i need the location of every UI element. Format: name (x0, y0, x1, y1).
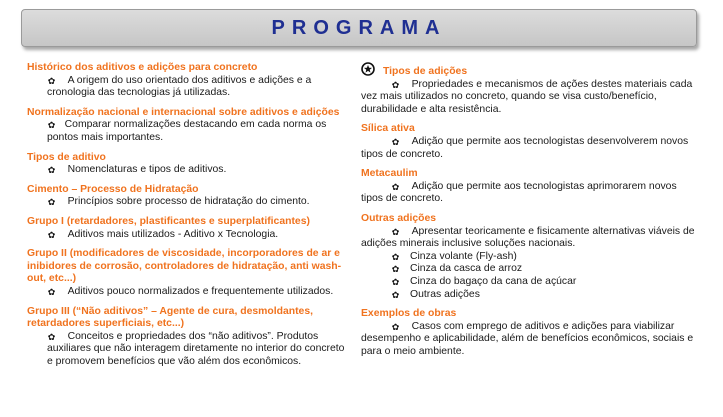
flower-bullet-icon: ✿ (391, 264, 400, 275)
section-grupo-2 (27, 248, 349, 298)
star-bullet-icon (361, 62, 375, 76)
section-heading: Normalização nacional e internacional sobre aditivos e adições (27, 106, 340, 118)
section-heading: Grupo I (retardadores, plastificantes e superplatificantes) (27, 215, 310, 227)
flower-bullet-icon: ✿ (391, 251, 400, 262)
section-heading: Grupo III (“Não aditivos” – Agente de cura, desmoldantes, retardadores superficiais, etc...) (27, 305, 313, 330)
section-heading: Exemplos de obras (361, 308, 457, 320)
section-tipos-adicoes (361, 62, 701, 116)
section-silica-ativa (361, 123, 701, 161)
section-text: Apresentar teoricamente e fisicamente alternativas viáveis de adições minerais inclusive soluções nacionais. (361, 225, 695, 250)
section-outras-adicoes (361, 213, 701, 301)
section-grupo-1 (27, 216, 349, 241)
left-column (27, 62, 349, 375)
section-text: Nomenclaturas e tipos de aditivos. (67, 164, 227, 176)
flower-bullet-icon: ✿ (47, 197, 56, 208)
section-text: Conceitos e propriedades dos “não aditivos”. Produtos auxiliares que não interagem diretamente no interior do concreto e promovem benefícios que vão além dos econômicos. (47, 330, 345, 367)
section-text: Aditivos mais utilizados - Aditivo x Tecnologia. (67, 228, 279, 240)
flower-bullet-icon: ✿ (391, 136, 400, 147)
section-text: Adição que permite aos tecnologistas desenvolverem novos tipos de concreto. (361, 135, 689, 160)
section-heading: Metacaulim (361, 168, 418, 180)
flower-bullet-icon: ✿ (391, 181, 400, 192)
flower-bullet-icon: ✿ (391, 276, 400, 287)
section-normalizacao (27, 107, 349, 145)
section-heading: Grupo II (modificadores de viscosidade, incorporadores de ar e inibidores de corrosão, controladores de hidratação, anti wash-out, etc...) (27, 248, 342, 285)
flower-bullet-icon: ✿ (391, 321, 400, 332)
flower-bullet-icon: ✿ (47, 229, 56, 240)
section-text: Propriedades e mecanismos de ações destes materiais cada vez mais utilizados no concreto, quando se visa custo/benefício, durabilidade e alta resistência. (361, 78, 693, 115)
section-heading: Histórico dos aditivos e adições para concreto (27, 62, 258, 73)
list-item: ✿ Outras adições (391, 288, 480, 300)
right-column (361, 62, 701, 365)
flower-bullet-icon: ✿ (47, 75, 56, 86)
list-item: ✿ Cinza da casca de arroz (391, 263, 523, 275)
section-text: Princípios sobre processo de hidratação do cimento. (67, 196, 310, 208)
section-heading: Tipos de adições (383, 66, 468, 77)
section-heading: Tipos de aditivo (27, 151, 106, 163)
section-text: Adição que permite aos tecnologistas aprimorarem novos tipos de concreto. (361, 180, 677, 205)
flower-bullet-icon: ✿ (47, 331, 56, 342)
section-text: Casos com emprego de aditivos e adições para viabilizar desempenho e aplicabilidade, além de benefícios econômicos, sociais e para o meio ambiente. (361, 320, 694, 357)
section-metacaulim (361, 168, 701, 206)
section-heading: Cimento – Processo de Hidratação (27, 183, 199, 195)
flower-bullet-icon: ✿ (47, 165, 56, 176)
section-heading: Outras adições (361, 212, 437, 224)
title-banner (21, 9, 697, 47)
flower-bullet-icon: ✿ (391, 79, 400, 90)
list-item: ✿ Cinza volante (Fly-ash) (391, 250, 517, 262)
page-title: PROGRAMA (271, 16, 447, 39)
section-text: Aditivos pouco normalizados e frequentemente utilizados. (67, 285, 334, 297)
flower-bullet-icon: ✿ (391, 226, 400, 237)
flower-bullet-icon: ✿ (391, 289, 400, 300)
section-cimento (27, 184, 349, 209)
flower-bullet-icon: ✿ (47, 286, 56, 297)
section-text: A origem do uso orientado dos aditivos e adições e a cronologia das tecnologias já utilizadas. (47, 74, 312, 99)
section-text: Comparar normalizações destacando em cada norma os pontos mais importantes. (47, 119, 327, 143)
additions-list (361, 251, 701, 301)
flower-bullet-icon: ✿ (47, 120, 56, 131)
section-exemplos-obras (361, 308, 701, 358)
list-item: ✿ Cinza do bagaço da cana de açúcar (391, 275, 577, 287)
section-heading: Sílica ativa (361, 123, 415, 135)
section-tipos-aditivo (27, 152, 349, 177)
section-historico (27, 62, 349, 100)
section-grupo-3 (27, 306, 349, 369)
